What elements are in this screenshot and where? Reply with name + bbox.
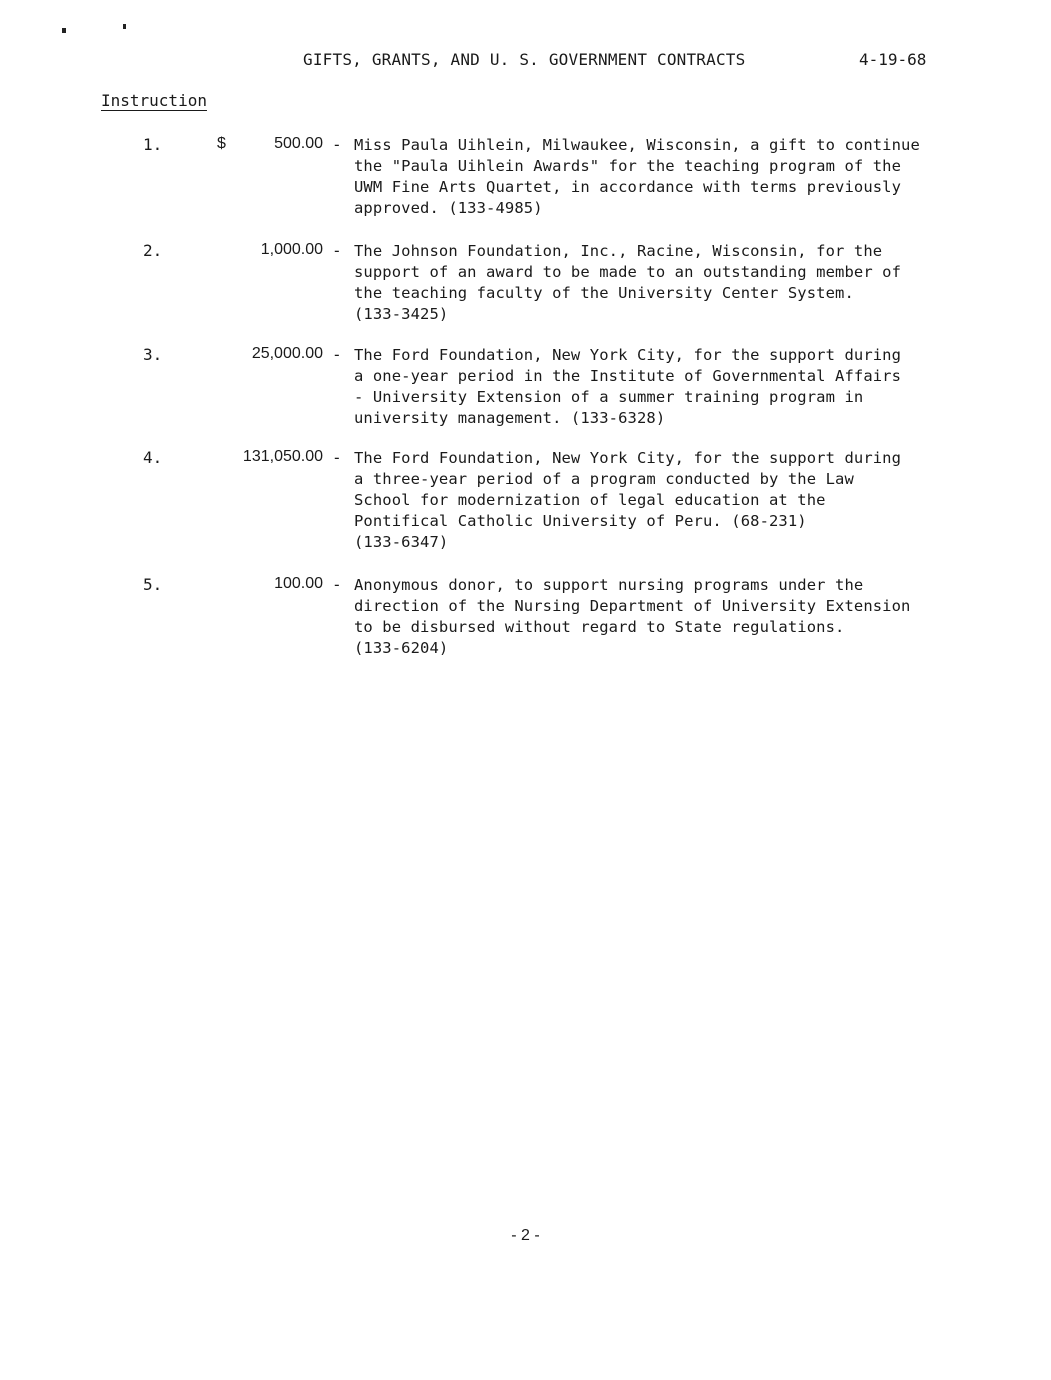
page-number: - 2 - — [511, 1227, 540, 1244]
page-header-title: GIFTS, GRANTS, AND U. S. GOVERNMENT CONTRACTS — [303, 50, 746, 69]
item-amount: 500.00 — [274, 135, 323, 152]
item-currency-symbol: $ — [217, 135, 226, 152]
page-header-date: 4-19-68 — [859, 50, 927, 69]
item-separator: - — [332, 448, 342, 467]
item-separator: - — [332, 345, 342, 364]
item-amount: 1,000.00 — [260, 241, 323, 258]
item-number: 2. — [143, 241, 163, 260]
item-separator: - — [332, 575, 342, 594]
item-number: 1. — [143, 135, 163, 154]
item-description: The Ford Foundation, New York City, for the support during a three-year period of a program conducted by the Law School for modernization of legal education at the Pontifical Catholic University of Peru. (68-231) (133-6347) — [354, 449, 902, 551]
item-number: 4. — [143, 448, 163, 467]
item-number: 5. — [143, 575, 163, 594]
item-description: The Ford Foundation, New York City, for the support during a one-year period in the Institute of Governmental Affairs - University Extension of a summer training program in university management. (133-6328) — [354, 346, 902, 427]
scan-speck — [123, 24, 126, 29]
scan-speck — [62, 28, 66, 33]
item-separator: - — [332, 241, 342, 260]
item-amount: 131,050.00 — [242, 448, 323, 465]
item-amount: 25,000.00 — [251, 345, 323, 362]
item-description: Anonymous donor, to support nursing programs under the direction of the Nursing Department of University Extension to be disbursed without regard to State regulations. (133-6204) — [354, 576, 911, 657]
section-heading: Instruction — [101, 91, 207, 110]
item-description: Miss Paula Uihlein, Milwaukee, Wisconsin, a gift to continue the "Paula Uihlein Awards" for the teaching program of the UWM Fine Arts Quartet, in accordance with terms previously approved. (133-4985) — [354, 136, 920, 217]
item-description: The Johnson Foundation, Inc., Racine, Wisconsin, for the support of an award to be made to an outstanding member of the teaching faculty of the University Center System. (133-3425) — [354, 242, 902, 323]
item-separator: - — [332, 135, 342, 154]
item-number: 3. — [143, 345, 163, 364]
item-amount: 100.00 — [274, 575, 323, 592]
